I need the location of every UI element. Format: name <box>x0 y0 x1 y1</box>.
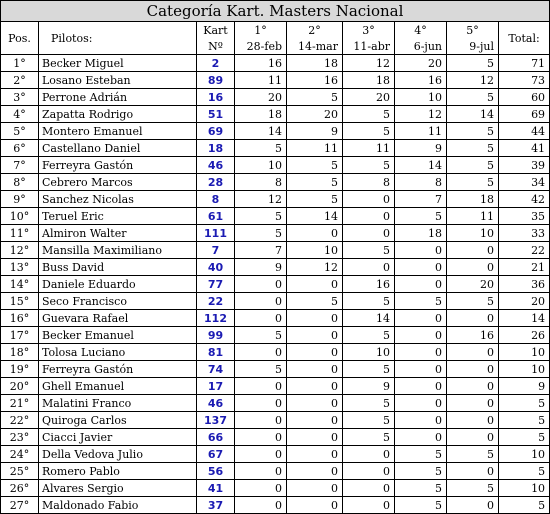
round-5-points-cell: 0 <box>447 242 499 259</box>
position-cell: 19° <box>1 361 39 378</box>
round-4-points-cell: 18 <box>395 225 447 242</box>
round-1-points-cell: 11 <box>235 72 287 89</box>
round-2-points-cell: 0 <box>287 446 343 463</box>
round-2-date: 14-mar <box>287 38 343 55</box>
round-2-points-cell: 0 <box>287 327 343 344</box>
pilot-name-cell: Guevara Rafael <box>39 310 197 327</box>
total-points-cell: 26 <box>499 327 550 344</box>
total-points-cell: 10 <box>499 480 550 497</box>
round-2-points-cell: 5 <box>287 191 343 208</box>
round-4-points-cell: 0 <box>395 412 447 429</box>
round-3-points-cell: 20 <box>343 89 395 106</box>
position-cell: 27° <box>1 497 39 514</box>
round-3-points-cell: 14 <box>343 310 395 327</box>
kart-number-cell: 111 <box>197 225 235 242</box>
position-cell: 20° <box>1 378 39 395</box>
round-4-points-cell: 10 <box>395 89 447 106</box>
round-5-points-cell: 10 <box>447 225 499 242</box>
round-2-points-cell: 0 <box>287 429 343 446</box>
round-2-points-cell: 0 <box>287 480 343 497</box>
round-5-points-cell: 20 <box>447 276 499 293</box>
round-1-points-cell: 9 <box>235 259 287 276</box>
round-4-points-cell: 9 <box>395 140 447 157</box>
round-4-points-cell: 20 <box>395 55 447 72</box>
pilot-name-cell: Tolosa Luciano <box>39 344 197 361</box>
total-points-cell: 20 <box>499 293 550 310</box>
round-4-points-cell: 5 <box>395 480 447 497</box>
kart-number-cell: 22 <box>197 293 235 310</box>
kart-number-cell: 46 <box>197 157 235 174</box>
table-row <box>1 225 550 242</box>
round-3-points-cell: 5 <box>343 123 395 140</box>
kart-number-cell: 74 <box>197 361 235 378</box>
pilot-name-cell: Becker Emanuel <box>39 327 197 344</box>
round-2-points-cell: 5 <box>287 293 343 310</box>
round-5-points-cell: 5 <box>447 55 499 72</box>
round-4-points-cell: 0 <box>395 242 447 259</box>
round-3-points-cell: 0 <box>343 480 395 497</box>
round-1-points-cell: 5 <box>235 140 287 157</box>
table-row <box>1 480 550 497</box>
round-1-points-cell: 0 <box>235 429 287 446</box>
round-5-points-cell: 0 <box>447 310 499 327</box>
position-cell: 1° <box>1 55 39 72</box>
round-5-points-cell: 0 <box>447 497 499 514</box>
round-1-points-cell: 5 <box>235 361 287 378</box>
total-points-cell: 60 <box>499 89 550 106</box>
round-4-points-cell: 7 <box>395 191 447 208</box>
total-points-cell: 5 <box>499 412 550 429</box>
round-4-points-cell: 5 <box>395 463 447 480</box>
round-1-points-cell: 0 <box>235 378 287 395</box>
total-points-cell: 35 <box>499 208 550 225</box>
pilot-name-cell: Perrone Adrián <box>39 89 197 106</box>
round-3-points-cell: 0 <box>343 259 395 276</box>
round-2-points-cell: 9 <box>287 123 343 140</box>
round-1-points-cell: 0 <box>235 293 287 310</box>
total-points-cell: 21 <box>499 259 550 276</box>
round-2-points-cell: 14 <box>287 208 343 225</box>
total-points-cell: 10 <box>499 446 550 463</box>
pilot-name-cell: Ferreyra Gastón <box>39 361 197 378</box>
kart-subheader: Nº <box>197 38 235 55</box>
pilot-name-cell: Alvares Sergio <box>39 480 197 497</box>
round-5-points-cell: 5 <box>447 174 499 191</box>
round-5-points-cell: 5 <box>447 140 499 157</box>
position-cell: 6° <box>1 140 39 157</box>
round-3-points-cell: 8 <box>343 174 395 191</box>
round-2-points-cell: 0 <box>287 310 343 327</box>
round-1-points-cell: 5 <box>235 208 287 225</box>
round-3-points-cell: 0 <box>343 225 395 242</box>
round-3-points-cell: 16 <box>343 276 395 293</box>
pilot-name-cell: Buss David <box>39 259 197 276</box>
round-3-points-cell: 18 <box>343 72 395 89</box>
table-row <box>1 395 550 412</box>
round-3-points-cell: 5 <box>343 395 395 412</box>
total-points-cell: 39 <box>499 157 550 174</box>
round-5-points-cell: 0 <box>447 395 499 412</box>
round-4-date: 6-jun <box>395 38 447 55</box>
kart-number-cell: 17 <box>197 378 235 395</box>
total-points-cell: 44 <box>499 123 550 140</box>
position-cell: 23° <box>1 429 39 446</box>
position-cell: 2° <box>1 72 39 89</box>
total-points-cell: 9 <box>499 378 550 395</box>
table-row <box>1 327 550 344</box>
round-5-points-cell: 5 <box>447 293 499 310</box>
round-2-points-cell: 0 <box>287 412 343 429</box>
round-5-points-cell: 0 <box>447 429 499 446</box>
round-2-points-cell: 0 <box>287 463 343 480</box>
round-3-points-cell: 5 <box>343 106 395 123</box>
round-5-points-cell: 0 <box>447 361 499 378</box>
kart-number-cell: 69 <box>197 123 235 140</box>
table-row <box>1 361 550 378</box>
round-2-points-cell: 0 <box>287 361 343 378</box>
round-3-points-cell: 12 <box>343 55 395 72</box>
pilot-name-cell: Ghell Emanuel <box>39 378 197 395</box>
round-5-points-cell: 5 <box>447 123 499 140</box>
pilot-name-cell: Maldonado Fabio <box>39 497 197 514</box>
total-points-cell: 5 <box>499 497 550 514</box>
total-header: Total: <box>499 22 550 55</box>
table-row <box>1 208 550 225</box>
pilot-name-cell: Della Vedova Julio <box>39 446 197 463</box>
round-4-points-cell: 0 <box>395 395 447 412</box>
round-5-points-cell: 5 <box>447 89 499 106</box>
position-cell: 15° <box>1 293 39 310</box>
round-2-points-cell: 0 <box>287 344 343 361</box>
table-row <box>1 446 550 463</box>
round-2-points-cell: 11 <box>287 140 343 157</box>
round-4-points-cell: 5 <box>395 446 447 463</box>
round-4-points-cell: 0 <box>395 378 447 395</box>
round-1-points-cell: 8 <box>235 174 287 191</box>
kart-number-cell: 46 <box>197 395 235 412</box>
round-1-points-cell: 5 <box>235 225 287 242</box>
round-4-points-cell: 12 <box>395 106 447 123</box>
pilot-name-cell: Zapatta Rodrigo <box>39 106 197 123</box>
kart-number-cell: 77 <box>197 276 235 293</box>
pilot-name-cell: Cebrero Marcos <box>39 174 197 191</box>
round-4-points-cell: 0 <box>395 310 447 327</box>
round-3-points-cell: 5 <box>343 327 395 344</box>
total-points-cell: 36 <box>499 276 550 293</box>
round-1-points-cell: 0 <box>235 497 287 514</box>
table-row <box>1 276 550 293</box>
round-4-points-cell: 5 <box>395 497 447 514</box>
pilot-name-cell: Almiron Walter <box>39 225 197 242</box>
position-cell: 9° <box>1 191 39 208</box>
kart-header: Kart <box>197 22 235 39</box>
round-1-points-cell: 20 <box>235 89 287 106</box>
kart-number-cell: 28 <box>197 174 235 191</box>
table-row <box>1 174 550 191</box>
round-3-points-cell: 0 <box>343 463 395 480</box>
round-1-points-cell: 0 <box>235 276 287 293</box>
position-cell: 24° <box>1 446 39 463</box>
pilot-name-cell: Ferreyra Gastón <box>39 157 197 174</box>
round-2-points-cell: 0 <box>287 395 343 412</box>
total-points-cell: 5 <box>499 463 550 480</box>
table-row <box>1 72 550 89</box>
total-points-cell: 42 <box>499 191 550 208</box>
table-row <box>1 463 550 480</box>
table-row <box>1 429 550 446</box>
round-3-points-cell: 5 <box>343 157 395 174</box>
kart-number-cell: 8 <box>197 191 235 208</box>
total-points-cell: 10 <box>499 344 550 361</box>
table-row <box>1 191 550 208</box>
pilot-name-cell: Seco Francisco <box>39 293 197 310</box>
round-1-points-cell: 16 <box>235 55 287 72</box>
table-row <box>1 310 550 327</box>
table-row <box>1 378 550 395</box>
round-4-points-cell: 8 <box>395 174 447 191</box>
kart-number-cell: 137 <box>197 412 235 429</box>
position-cell: 11° <box>1 225 39 242</box>
table-row <box>1 157 550 174</box>
round-2-number: 2° <box>287 22 343 39</box>
kart-number-cell: 18 <box>197 140 235 157</box>
round-2-points-cell: 5 <box>287 89 343 106</box>
total-points-cell: 10 <box>499 361 550 378</box>
round-3-points-cell: 5 <box>343 293 395 310</box>
table-row <box>1 293 550 310</box>
round-3-points-cell: 5 <box>343 412 395 429</box>
total-points-cell: 5 <box>499 429 550 446</box>
position-cell: 16° <box>1 310 39 327</box>
kart-number-cell: 112 <box>197 310 235 327</box>
table-row <box>1 242 550 259</box>
kart-number-cell: 7 <box>197 242 235 259</box>
round-1-points-cell: 0 <box>235 446 287 463</box>
round-1-points-cell: 0 <box>235 412 287 429</box>
position-cell: 18° <box>1 344 39 361</box>
table-row <box>1 55 550 72</box>
round-5-points-cell: 12 <box>447 72 499 89</box>
round-4-points-cell: 0 <box>395 429 447 446</box>
total-points-cell: 69 <box>499 106 550 123</box>
round-2-points-cell: 18 <box>287 55 343 72</box>
pilot-name-cell: Sanchez Nicolas <box>39 191 197 208</box>
round-5-points-cell: 5 <box>447 446 499 463</box>
total-points-cell: 5 <box>499 395 550 412</box>
round-3-points-cell: 0 <box>343 446 395 463</box>
round-1-points-cell: 5 <box>235 327 287 344</box>
pilot-name-cell: Daniele Eduardo <box>39 276 197 293</box>
round-2-points-cell: 20 <box>287 106 343 123</box>
round-1-points-cell: 12 <box>235 191 287 208</box>
kart-number-cell: 51 <box>197 106 235 123</box>
table-row <box>1 259 550 276</box>
total-points-cell: 14 <box>499 310 550 327</box>
kart-number-cell: 2 <box>197 55 235 72</box>
round-1-points-cell: 18 <box>235 106 287 123</box>
total-points-cell: 41 <box>499 140 550 157</box>
round-5-date: 9-jul <box>447 38 499 55</box>
table-row <box>1 123 550 140</box>
round-5-points-cell: 16 <box>447 327 499 344</box>
position-cell: 10° <box>1 208 39 225</box>
round-5-points-cell: 18 <box>447 191 499 208</box>
pilot-name-cell: Montero Emanuel <box>39 123 197 140</box>
round-1-points-cell: 7 <box>235 242 287 259</box>
round-1-points-cell: 10 <box>235 157 287 174</box>
kart-number-cell: 81 <box>197 344 235 361</box>
pilot-name-cell: Romero Pablo <box>39 463 197 480</box>
kart-number-cell: 41 <box>197 480 235 497</box>
round-3-points-cell: 11 <box>343 140 395 157</box>
round-2-points-cell: 16 <box>287 72 343 89</box>
position-cell: 8° <box>1 174 39 191</box>
position-cell: 7° <box>1 157 39 174</box>
pilot-name-cell: Teruel Eric <box>39 208 197 225</box>
round-3-points-cell: 0 <box>343 191 395 208</box>
kart-number-cell: 16 <box>197 89 235 106</box>
kart-number-cell: 40 <box>197 259 235 276</box>
round-4-points-cell: 0 <box>395 259 447 276</box>
pilot-name-cell: Mansilla Maximiliano <box>39 242 197 259</box>
table-row <box>1 497 550 514</box>
round-1-points-cell: 0 <box>235 344 287 361</box>
round-2-points-cell: 0 <box>287 497 343 514</box>
round-4-points-cell: 0 <box>395 344 447 361</box>
round-1-points-cell: 0 <box>235 480 287 497</box>
round-2-points-cell: 0 <box>287 378 343 395</box>
round-5-points-cell: 0 <box>447 412 499 429</box>
round-3-date: 11-abr <box>343 38 395 55</box>
pos-header: Pos. <box>1 22 39 55</box>
round-2-points-cell: 5 <box>287 157 343 174</box>
total-points-cell: 71 <box>499 55 550 72</box>
kart-number-cell: 66 <box>197 429 235 446</box>
round-2-points-cell: 0 <box>287 276 343 293</box>
pilot-name-cell: Ciacci Javier <box>39 429 197 446</box>
round-5-points-cell: 5 <box>447 480 499 497</box>
round-1-points-cell: 14 <box>235 123 287 140</box>
round-2-points-cell: 5 <box>287 174 343 191</box>
position-cell: 13° <box>1 259 39 276</box>
table-row <box>1 140 550 157</box>
round-3-points-cell: 10 <box>343 344 395 361</box>
position-cell: 22° <box>1 412 39 429</box>
round-2-points-cell: 12 <box>287 259 343 276</box>
table-row <box>1 89 550 106</box>
table-row <box>1 412 550 429</box>
kart-number-cell: 37 <box>197 497 235 514</box>
table-row <box>1 106 550 123</box>
round-4-points-cell: 0 <box>395 327 447 344</box>
round-4-number: 4° <box>395 22 447 39</box>
position-cell: 14° <box>1 276 39 293</box>
round-1-points-cell: 0 <box>235 463 287 480</box>
round-2-points-cell: 10 <box>287 242 343 259</box>
position-cell: 17° <box>1 327 39 344</box>
round-3-points-cell: 9 <box>343 378 395 395</box>
round-4-points-cell: 0 <box>395 361 447 378</box>
round-4-points-cell: 5 <box>395 293 447 310</box>
round-1-points-cell: 0 <box>235 395 287 412</box>
position-cell: 21° <box>1 395 39 412</box>
position-cell: 26° <box>1 480 39 497</box>
pilot-name-cell: Quiroga Carlos <box>39 412 197 429</box>
pilot-name-cell: Malatini Franco <box>39 395 197 412</box>
round-1-number: 1° <box>235 22 287 39</box>
total-points-cell: 73 <box>499 72 550 89</box>
round-4-points-cell: 14 <box>395 157 447 174</box>
round-5-points-cell: 0 <box>447 378 499 395</box>
kart-number-cell: 61 <box>197 208 235 225</box>
round-3-points-cell: 0 <box>343 208 395 225</box>
round-5-points-cell: 0 <box>447 344 499 361</box>
round-3-number: 3° <box>343 22 395 39</box>
round-4-points-cell: 16 <box>395 72 447 89</box>
kart-number-cell: 89 <box>197 72 235 89</box>
round-4-points-cell: 5 <box>395 208 447 225</box>
round-5-points-cell: 11 <box>447 208 499 225</box>
round-3-points-cell: 5 <box>343 242 395 259</box>
pilot-name-cell: Castellano Daniel <box>39 140 197 157</box>
total-points-cell: 22 <box>499 242 550 259</box>
round-3-points-cell: 0 <box>343 497 395 514</box>
table-row <box>1 344 550 361</box>
position-cell: 4° <box>1 106 39 123</box>
pilot-name-cell: Losano Esteban <box>39 72 197 89</box>
kart-number-cell: 99 <box>197 327 235 344</box>
kart-number-cell: 67 <box>197 446 235 463</box>
position-cell: 3° <box>1 89 39 106</box>
total-points-cell: 33 <box>499 225 550 242</box>
round-3-points-cell: 5 <box>343 361 395 378</box>
pilotos-header: Pilotos: <box>39 22 197 55</box>
round-5-points-cell: 0 <box>447 259 499 276</box>
round-2-points-cell: 0 <box>287 225 343 242</box>
kart-number-cell: 56 <box>197 463 235 480</box>
round-1-date: 28-feb <box>235 38 287 55</box>
round-1-points-cell: 0 <box>235 310 287 327</box>
round-4-points-cell: 11 <box>395 123 447 140</box>
position-cell: 12° <box>1 242 39 259</box>
pilot-name-cell: Becker Miguel <box>39 55 197 72</box>
round-5-points-cell: 5 <box>447 157 499 174</box>
round-5-points-cell: 0 <box>447 463 499 480</box>
round-5-number: 5° <box>447 22 499 39</box>
round-4-points-cell: 0 <box>395 276 447 293</box>
total-points-cell: 34 <box>499 174 550 191</box>
position-cell: 5° <box>1 123 39 140</box>
round-3-points-cell: 5 <box>343 429 395 446</box>
table-title: Categoría Kart. Masters Nacional <box>1 1 550 22</box>
round-5-points-cell: 14 <box>447 106 499 123</box>
position-cell: 25° <box>1 463 39 480</box>
